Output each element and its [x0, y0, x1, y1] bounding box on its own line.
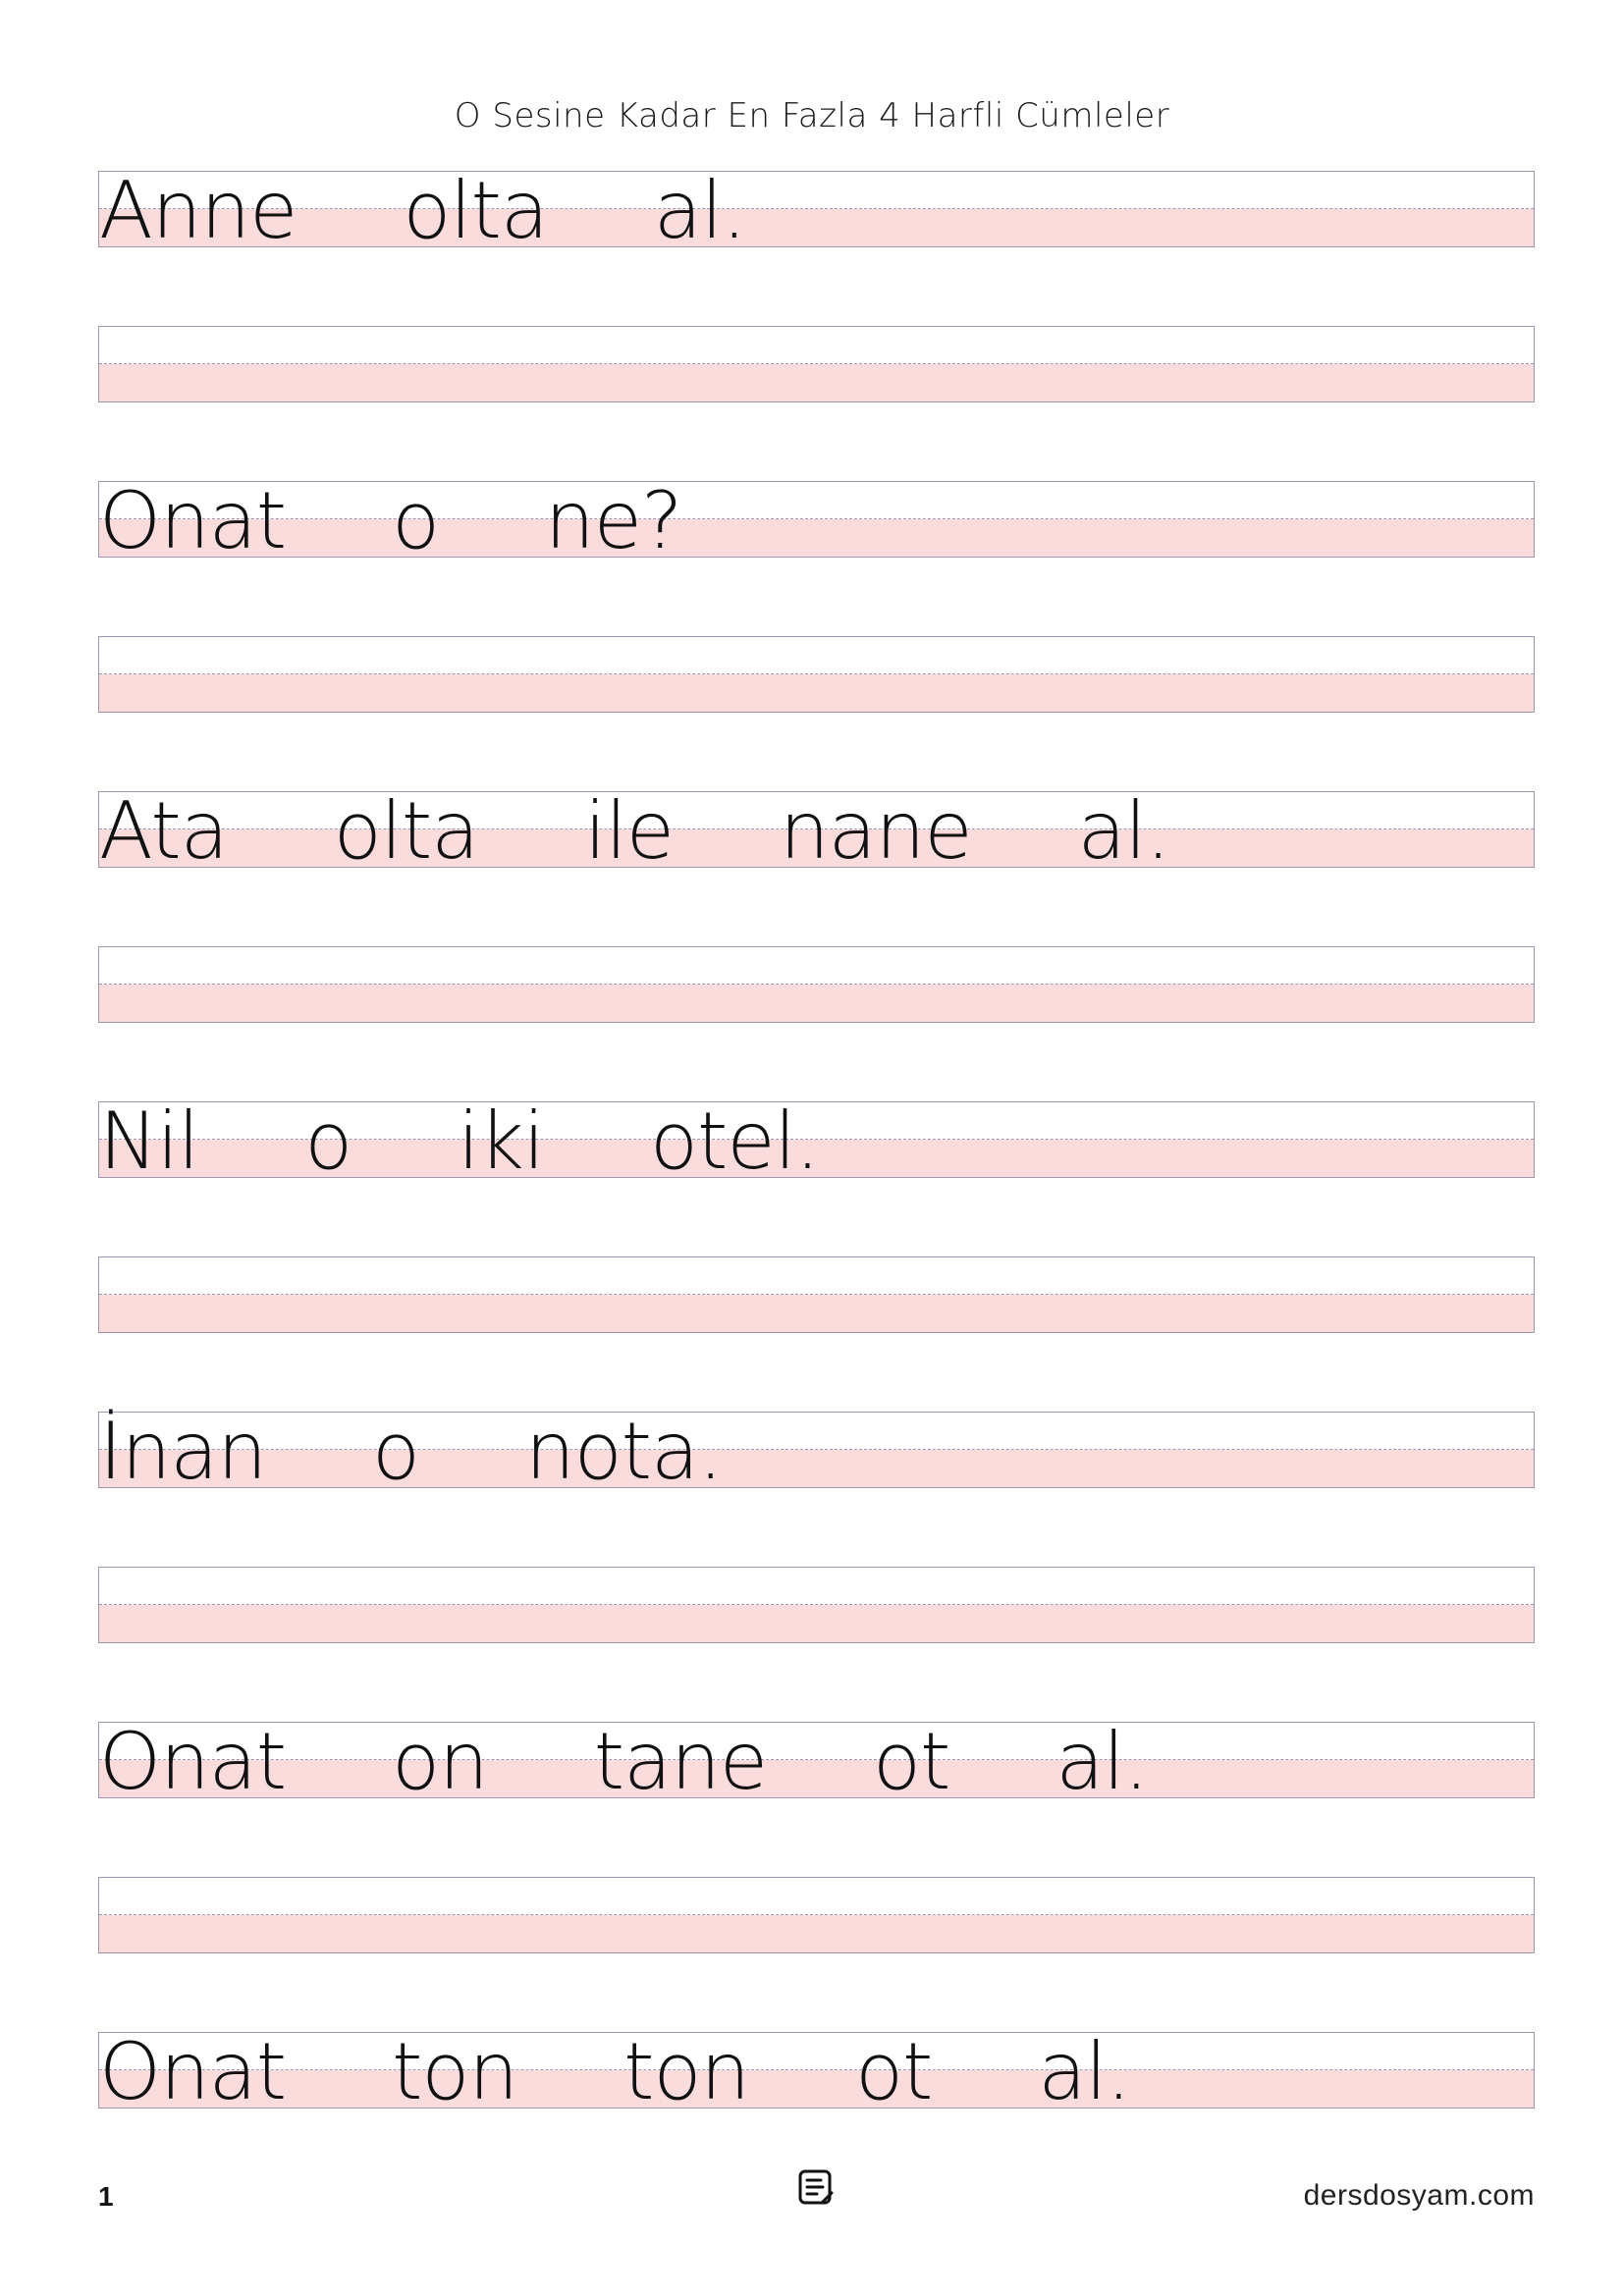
- word: al.: [1038, 2026, 1131, 2117]
- word: İnan: [99, 1406, 267, 1497]
- page-title: O Sesine Kadar En Fazla 4 Harfli Cümleler: [454, 96, 1170, 135]
- practice-row: [98, 1256, 1535, 1333]
- practice-row: [98, 946, 1535, 1023]
- word: o: [372, 1406, 419, 1497]
- practice-row: [98, 636, 1535, 713]
- word: o: [304, 1095, 352, 1187]
- sentence: [99, 2026, 1131, 2117]
- word: ot: [855, 2026, 933, 2117]
- sentence-row: [98, 1095, 1535, 1187]
- word: otel.: [650, 1095, 820, 1187]
- page-number: 1: [98, 2181, 114, 2212]
- word: o: [392, 475, 440, 566]
- sentence: [99, 475, 682, 566]
- word: ton: [623, 2026, 750, 2117]
- sentence: [99, 1716, 1149, 1807]
- word: Nil: [99, 1095, 199, 1187]
- word: ne?: [545, 475, 682, 566]
- sentence: [99, 785, 1170, 877]
- writing-lines: [98, 165, 1535, 2117]
- word: al.: [1077, 785, 1170, 877]
- sentence: [99, 1095, 820, 1187]
- word: nota.: [524, 1406, 723, 1497]
- word: olta: [403, 165, 548, 256]
- word: olta: [333, 785, 479, 877]
- word: nane: [779, 785, 972, 877]
- word: al.: [1056, 1716, 1149, 1807]
- sentence-row: [98, 785, 1535, 877]
- word: iki: [458, 1095, 545, 1187]
- sentence-row: [98, 1406, 1535, 1497]
- word: ot: [873, 1716, 950, 1807]
- word: Onat: [99, 475, 287, 566]
- site-url: dersdosyam.com: [1303, 2179, 1535, 2212]
- sentence: [99, 1406, 723, 1497]
- sentence-row: [98, 475, 1535, 566]
- sentence-row: [98, 1716, 1535, 1807]
- word: on: [392, 1716, 488, 1807]
- sentence-row: [98, 2026, 1535, 2117]
- word: al.: [653, 165, 746, 256]
- word: tane: [593, 1716, 768, 1807]
- practice-row: [98, 326, 1535, 402]
- word: Anne: [99, 165, 298, 256]
- sentence: [99, 165, 746, 256]
- word: Onat: [99, 1716, 287, 1807]
- word: ile: [584, 785, 674, 877]
- word: Onat: [99, 2026, 287, 2117]
- word: Ata: [99, 785, 228, 877]
- practice-row: [98, 1567, 1535, 1643]
- practice-row: [98, 1877, 1535, 1953]
- notebook-icon: [795, 2165, 839, 2209]
- word: ton: [392, 2026, 518, 2117]
- sentence-row: [98, 165, 1535, 256]
